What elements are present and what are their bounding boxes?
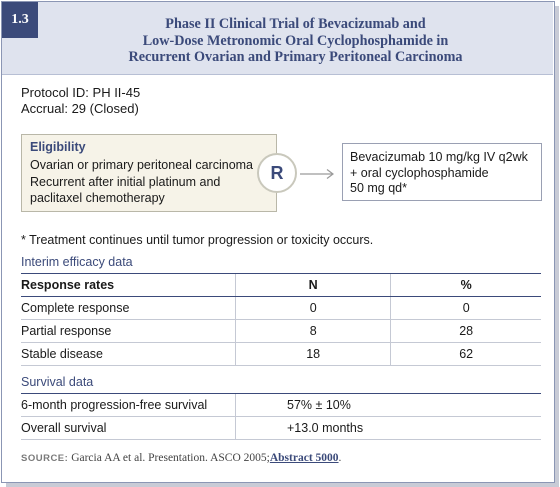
- treatment-regimen: [350, 150, 528, 197]
- table-cell: 62: [391, 343, 541, 366]
- treatment-box: [342, 143, 542, 201]
- protocol-info: [21, 85, 140, 117]
- frame-shadow-bottom: [6, 483, 559, 487]
- table-header-row: [21, 274, 541, 297]
- table-cell: 6-month progression-free survival: [21, 394, 236, 417]
- figure-title: [42, 16, 549, 66]
- table-row: [21, 320, 541, 343]
- survival-table: [21, 393, 541, 440]
- frame-shadow-right: [555, 6, 559, 486]
- header-cell: N: [236, 274, 391, 297]
- figure-frame: [1, 1, 555, 483]
- table-cell: Stable disease: [21, 343, 236, 366]
- arrow-icon: [300, 168, 340, 180]
- figure-header: [2, 2, 553, 75]
- treatment-line: + oral cyclophosphamide: [350, 165, 489, 180]
- footnote: * Treatment continues until tumor progression or toxicity occurs.: [21, 233, 374, 247]
- treatment-line: 50 mg qd*: [350, 181, 407, 195]
- table-row: [21, 417, 541, 440]
- table-cell: 0: [391, 297, 541, 320]
- table-cell: 57% ± 10%: [236, 394, 542, 417]
- efficacy-table: [21, 273, 541, 366]
- treatment-line: Bevacizumab 10 mg/kg IV q2wk: [350, 150, 528, 164]
- eligibility-line: Ovarian or primary peritoneal carcinoma: [30, 158, 254, 172]
- table-cell: +13.0 months: [236, 417, 542, 440]
- table-cell: Overall survival: [21, 417, 236, 440]
- table-cell: Complete response: [21, 297, 236, 320]
- randomization-circle: R: [257, 153, 297, 193]
- table-row: [21, 394, 541, 417]
- header-cell: Response rates: [21, 274, 236, 297]
- table-row: [21, 343, 541, 366]
- table-cell: 28: [391, 320, 541, 343]
- title-line: Phase II Clinical Trial of Bevacizumab and: [165, 16, 426, 32]
- table-cell: 0: [236, 297, 391, 320]
- source-label: SOURCE:: [21, 453, 69, 464]
- eligibility-box: [21, 134, 277, 212]
- eligibility-line: Recurrent after initial platinum and: [30, 174, 221, 189]
- eligibility-title: Eligibility: [30, 140, 86, 154]
- eligibility-criteria: [30, 157, 253, 207]
- table-cell: 8: [236, 320, 391, 343]
- protocol-id: Protocol ID: PH II-45: [21, 85, 141, 100]
- title-line: Recurrent Ovarian and Primary Peritoneal Carcinoma: [128, 49, 463, 65]
- header-cell: %: [391, 274, 541, 297]
- eligibility-line: paclitaxel chemotherapy: [30, 191, 165, 205]
- source-end: .: [338, 452, 342, 464]
- survival-section-title: Survival data: [21, 375, 94, 389]
- title-line: Low-Dose Metronomic Oral Cyclophosphamide in: [142, 32, 449, 49]
- efficacy-section-title: Interim efficacy data: [21, 255, 133, 269]
- table-row: [21, 297, 541, 320]
- abstract-link[interactable]: Abstract 5000: [269, 452, 339, 464]
- table-cell: Partial response: [21, 320, 236, 343]
- figure-number-badge: 1.3: [2, 2, 38, 38]
- protocol-accrual: Accrual: 29 (Closed): [21, 101, 139, 116]
- source-text: Garcia AA et al. Presentation. ASCO 2005;: [68, 452, 270, 464]
- table-cell: 18: [236, 343, 391, 366]
- source-citation: [21, 452, 341, 464]
